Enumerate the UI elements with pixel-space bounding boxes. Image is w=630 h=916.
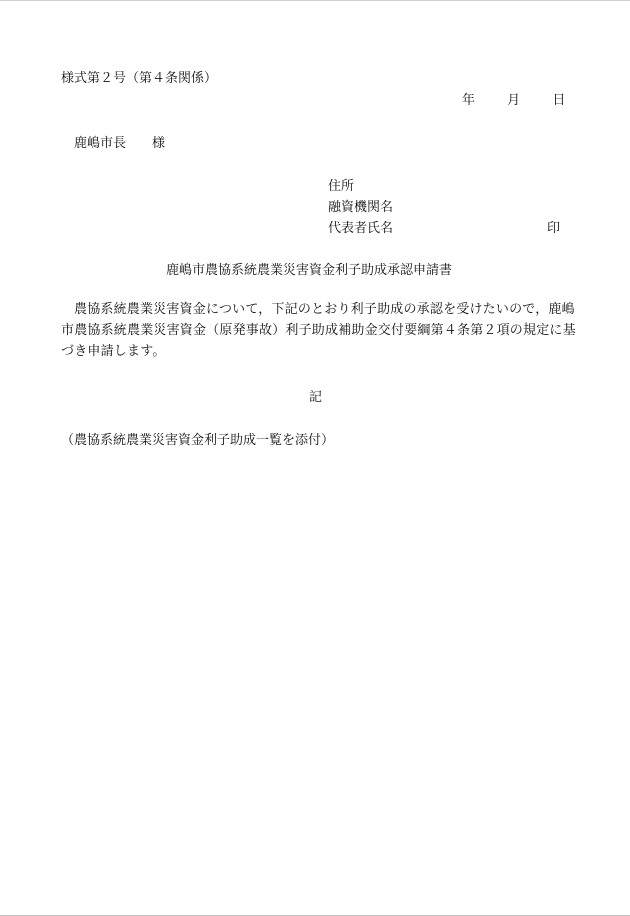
attachment-note: （農協系統農業災害資金利子助成一覧を添付） — [61, 433, 335, 448]
addressee-honorific: 様 — [152, 136, 166, 151]
body-paragraph: 農協系統農業災害資金について，下記のとおり利子助成の承認を受けたいので，鹿嶋市農協系統農業災害資金（原発事故）利子助成補助金交付要綱第４条第２項の規定に基づき申請します。 — [61, 302, 576, 359]
applicant-block — [328, 176, 560, 239]
addressee — [74, 135, 165, 152]
addressee-name: 鹿嶋市長 — [74, 136, 127, 151]
form-number: 様式第２号（第４条関係） — [61, 71, 218, 86]
address-label: 住所 — [328, 179, 355, 194]
date-day-label: 日 — [552, 93, 566, 108]
date-year-label: 年 — [462, 93, 476, 108]
address-row — [328, 176, 560, 197]
seal-label: 印 — [546, 221, 560, 236]
bank-row — [328, 197, 560, 218]
date-month-label: 月 — [507, 93, 521, 108]
bank-name-label: 融資機関名 — [328, 200, 394, 215]
date-line — [462, 92, 565, 109]
ki-heading: 記 — [309, 390, 323, 405]
representative-row — [328, 218, 560, 239]
representative-name-label: 代表者氏名 — [328, 221, 394, 236]
document-title: 鹿嶋市農協系統農業災害資金利子助成承認申請書 — [166, 263, 453, 278]
